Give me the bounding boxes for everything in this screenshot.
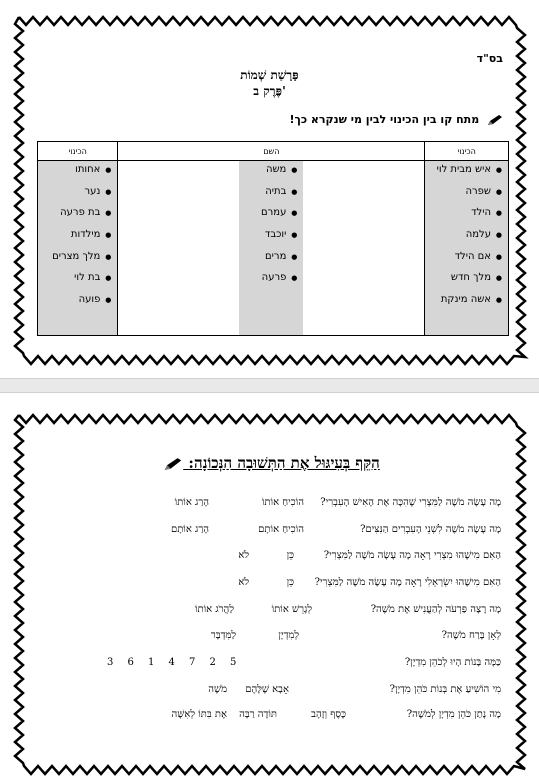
answer-option[interactable]: 1	[148, 657, 155, 668]
nickname-left-item: ● נער	[38, 187, 111, 209]
name-item: ● מרים	[239, 252, 297, 274]
answer-option[interactable]: 2	[209, 657, 216, 668]
page-subtitle: פֶּרֶק ב'	[253, 84, 286, 98]
question-text: כַּמָּה בָּנוֹת הָיוּ לְכֹהֵן מִדְיָן?	[404, 657, 501, 668]
answer-option[interactable]: הָרַג אוֹתָם	[170, 524, 209, 535]
answer-option[interactable]: הָרַג אוֹתוֹ	[174, 497, 209, 508]
right-column	[425, 161, 509, 336]
header-nickname-right: הכינוי	[425, 142, 509, 161]
answer-option[interactable]: מֹשֶׁה	[208, 684, 227, 695]
instruction-line	[289, 113, 503, 126]
page-separator	[0, 378, 539, 393]
question-text: הַאִם מִישֶׁהוּ מִצְרִי רָאָה מָה עָשָׂה מֹשֶׁה לַמִּצְרִי?	[323, 550, 501, 561]
worksheet-page-2	[0, 393, 539, 784]
matching-table	[37, 141, 509, 336]
page-title: פָּרָשַׁת שְׁמוֹת	[240, 68, 299, 82]
answer-option[interactable]: לְגָרֵשׁ אוֹתוֹ	[271, 604, 312, 615]
answer-option[interactable]: 6	[127, 657, 134, 668]
answer-option[interactable]: הוֹכִיחַ אוֹתוֹ	[261, 497, 304, 508]
name-item: ● עמרם	[239, 208, 297, 230]
question-text: מָה רָצָה פַּרְעֹה לְהַעֲנִישׁ אֶת מֹשֶׁה?	[370, 604, 501, 615]
nickname-left-item: ● מלך מצרים	[38, 252, 111, 274]
question-text: לְאָן בָּרַח מֹשֶׁה?	[441, 630, 501, 641]
nickname-right-item: ● הילד	[425, 208, 502, 230]
nickname-right-item: ● מלך חדש	[425, 273, 502, 295]
nickname-right-item: ● אשה מינקת	[425, 295, 502, 317]
header-name: השם	[118, 142, 425, 161]
answer-option[interactable]: לַהֲרֹג אוֹתוֹ	[194, 604, 234, 615]
worksheet-page-1	[0, 0, 539, 378]
answer-option[interactable]: 7	[189, 657, 196, 668]
nickname-right-item: ● שפרה	[425, 187, 502, 209]
nickname-left-item: ● פועה	[38, 295, 111, 317]
answer-option[interactable]: אָבָא שֶׁלָּהֶם	[245, 684, 289, 695]
answer-option[interactable]: כֵּן	[286, 550, 294, 561]
nickname-right-item: ● אם הילד	[425, 252, 502, 274]
name-item: ● בתיה	[239, 187, 297, 209]
answer-option[interactable]: לֹא	[238, 550, 249, 561]
nickname-left-item: ● מילדות	[38, 230, 111, 252]
bsd-header: בס"ד	[476, 52, 503, 65]
circle-answer-title	[0, 454, 539, 473]
answer-option[interactable]: תּוֹדָה רַבָּה	[239, 709, 277, 720]
answer-option[interactable]: כֵּן	[286, 577, 294, 588]
nickname-left-item: ● בת לוי	[38, 273, 111, 295]
answer-option[interactable]: 4	[168, 657, 175, 668]
question-text: הַאִם מִישֶׁהוּ יִשְׂרְאֵלִי רָאָה מָה עָשָׂה מֹשֶׁה לַמִּצְרִי?	[314, 577, 501, 588]
nickname-right-item: ● איש מבית לוי	[425, 165, 502, 187]
answer-option[interactable]: לְמִדְיָן	[278, 630, 299, 641]
question-text: מָה עָשָׂה מֹשֶׁה לַמִּצְרִי שֶׁהִכָּה אֶת הָאִישׁ הָעִבְרִי?	[320, 497, 501, 508]
header-nickname-left: הכינוי	[38, 142, 118, 161]
instruction-text: מתח קו בין הכינוי לבין מי שנקרא כך!	[289, 113, 480, 126]
question-text: מִי הוֹשִׁיעַ אֶת בְּנוֹת כֹּהֵן מִדְיָן?	[389, 684, 501, 695]
middle-column	[118, 161, 425, 336]
zigzag-border	[0, 393, 539, 784]
answer-option[interactable]: אֶת בִּתּוֹ לְאִשָּׁה	[171, 709, 227, 720]
left-column	[38, 161, 118, 336]
question-text: מָה עָשָׂה מֹשֶׁה לִשְׁנֵי הָעִבְרִים הַנִּצִּים?	[360, 524, 501, 535]
answer-option[interactable]: 3	[107, 657, 114, 668]
name-item: ● פרעה	[239, 273, 297, 295]
nickname-right-item: ● עלמה	[425, 230, 502, 252]
pencil-icon	[163, 457, 183, 471]
name-item: ● יוכבד	[239, 230, 297, 252]
nickname-left-item: ● בת פרעה	[38, 208, 111, 230]
answer-option[interactable]: 5	[230, 657, 237, 668]
answer-option[interactable]: לֹא	[238, 577, 249, 588]
answer-option[interactable]: הוֹכִיחַ אוֹתָם	[258, 524, 304, 535]
answer-option[interactable]: כֶּסֶף וְזָהָב	[311, 709, 346, 720]
answer-option[interactable]: לַמִּדְבָּר	[210, 630, 236, 641]
nickname-left-item: ● אחותו	[38, 165, 111, 187]
question-text: מָה נָתַן כֹּהֵן מִדְיָן לְמֹשֶׁה?	[406, 709, 501, 720]
pencil-icon	[487, 114, 503, 126]
circle-answer-title-text: הַקֵּף בְּעִיגּוּל אֶת הַתְּשׁוּבָה הַנְּכוֹנָה:	[188, 454, 380, 472]
name-item: ● משה	[239, 165, 297, 187]
